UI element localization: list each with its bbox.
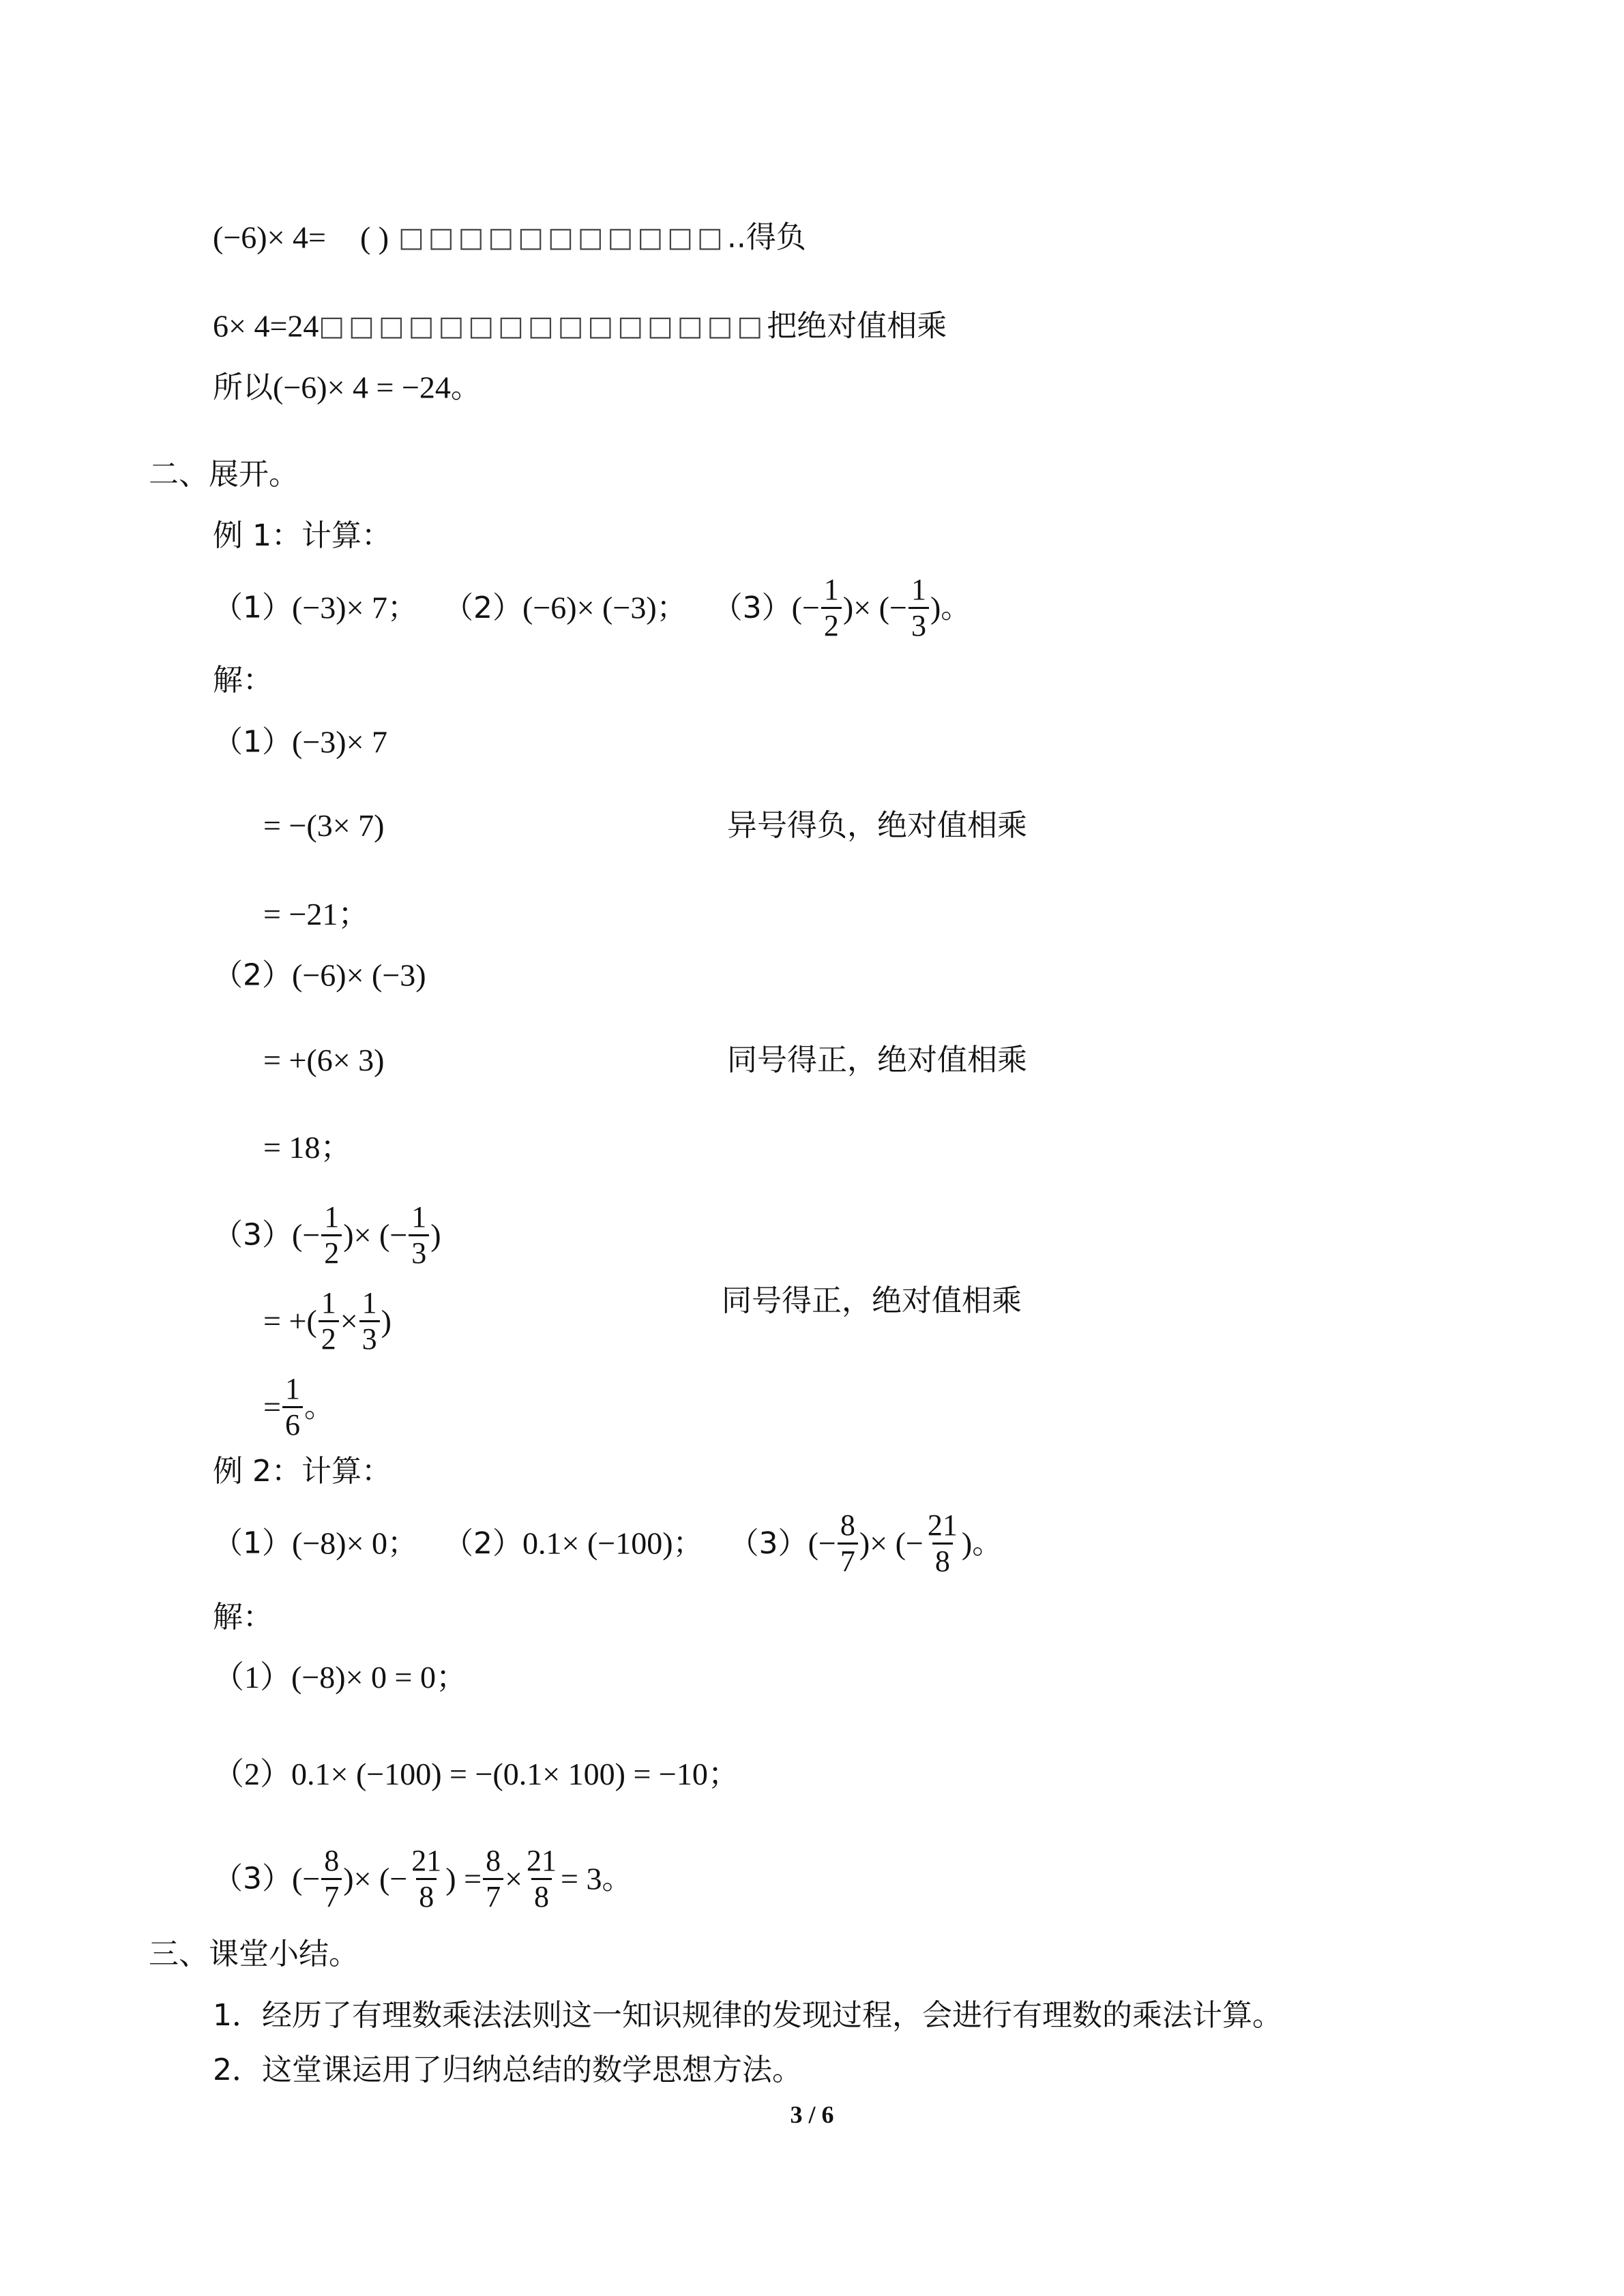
period: 。 xyxy=(450,370,481,405)
example-1-problems: （1）(−3)× 7； （2）(−6)× (−3)； （3）(− $\frac{1}{2}$ )× (− $\frac{1}{3}$ )。 xyxy=(213,573,971,642)
fraction: $\frac{1}{2}$ xyxy=(319,1286,339,1356)
fraction: $\frac{8}{7}$ xyxy=(321,1844,342,1914)
page-number: 3 / 6 xyxy=(790,2101,834,2128)
summary-item-2: 2．这堂课运用了归纳总结的数学思想方法。 xyxy=(213,2053,802,2087)
intro-text: ..得负 xyxy=(726,220,806,255)
section-heading-2: 二、展开。 xyxy=(149,457,299,492)
fraction: $\frac{1}{2}$ xyxy=(321,1200,342,1270)
intro-line-2 xyxy=(213,305,947,346)
intro-line-1 xyxy=(213,217,806,257)
solution-1-line-1: （1）(−3)× 7 xyxy=(213,724,388,760)
solution-3-line-2: = +( $\frac{1}{2}$ × $\frac{1}{3}$ ) xyxy=(263,1286,392,1356)
solution-2-line-3: = 18； xyxy=(263,1130,352,1165)
fraction: $\frac{1}{3}$ xyxy=(359,1286,380,1356)
solution-1-note: 异号得负，绝对值相乘 xyxy=(727,808,1027,843)
solution-2-note: 同号得正，绝对值相乘 xyxy=(727,1043,1027,1077)
fraction: $\frac{1}{3}$ xyxy=(409,1200,429,1270)
solution-2-line-2: = +(6× 3) xyxy=(263,1043,385,1077)
fraction: $\frac{21}{8}$ xyxy=(927,1508,958,1578)
placeholder-boxes: □□□□□□□□□□□□□□□ xyxy=(319,310,767,342)
solution-label: 解： xyxy=(213,1600,273,1635)
blank-parentheses: ( ) xyxy=(359,220,389,255)
placeholder-boxes: □□□□□□□□□□□ xyxy=(398,222,727,254)
section-heading-3: 三、课堂小结。 xyxy=(149,1937,359,1971)
summary-item-1: 1．经历了有理数乘法法则这一知识规律的发现过程，会进行有理数的乘法计算。 xyxy=(213,1998,1282,2033)
expr: (−3)× 7 xyxy=(292,590,388,625)
expr: (−6)× (−3) xyxy=(522,590,657,625)
solution-3-note: 同号得正，绝对值相乘 xyxy=(722,1283,1022,1318)
expr: (−6)× 4 = −24 xyxy=(273,370,451,405)
solution-2-line-1: （2）(−6)× (−3) xyxy=(213,957,426,993)
fraction: $\frac{21}{8}$ xyxy=(411,1844,442,1913)
fraction: $\frac{1}{6}$ xyxy=(282,1372,303,1442)
intro-text: 所以 xyxy=(213,370,273,405)
fraction: $\frac{21}{8}$ xyxy=(527,1844,557,1913)
fraction: $\frac{1}{2}$ xyxy=(821,573,842,643)
expr: 6× 4=24 xyxy=(213,308,319,344)
intro-text: 把绝对值相乘 xyxy=(767,308,947,344)
ex2-solution-1: （1）(−8)× 0 = 0； xyxy=(213,1660,467,1695)
solution-3-line-3: = $\frac{1}{6}$ 。 xyxy=(263,1372,334,1442)
ex2-solution-3: （3）(− $\frac{8}{7}$ )× (− $\frac{21}{8}$ ) = $\frac{8}{7}$ × $\frac{21}{8}$ = 3。 xyxy=(213,1844,632,1913)
fraction: $\frac{8}{7}$ xyxy=(483,1844,503,1914)
ex2-solution-2: （2）0.1× (−100) = −(0.1× 100) = −10； xyxy=(213,1757,739,1791)
solution-label: 解： xyxy=(213,663,273,698)
fraction: $\frac{1}{3}$ xyxy=(909,573,929,643)
solution-1-line-3: = −21； xyxy=(263,897,370,931)
fraction: $\frac{8}{7}$ xyxy=(838,1508,858,1579)
solution-3-line-1: （3）(− $\frac{1}{2}$ )× (− $\frac{1}{3}$ ) xyxy=(213,1200,441,1270)
expr: (−6)× 4= xyxy=(213,220,326,255)
intro-line-3 xyxy=(213,367,481,407)
example-2-title: 例 2：计算： xyxy=(213,1454,392,1489)
example-2-problems: （1）(−8)× 0； （2）0.1× (−100)； （3）(− $\frac{8}{7}$ )× (− $\frac{21}{8}$ )。 xyxy=(213,1508,1003,1578)
example-1-title: 例 1：计算： xyxy=(213,518,392,553)
solution-1-line-2: = −(3× 7) xyxy=(263,808,385,843)
